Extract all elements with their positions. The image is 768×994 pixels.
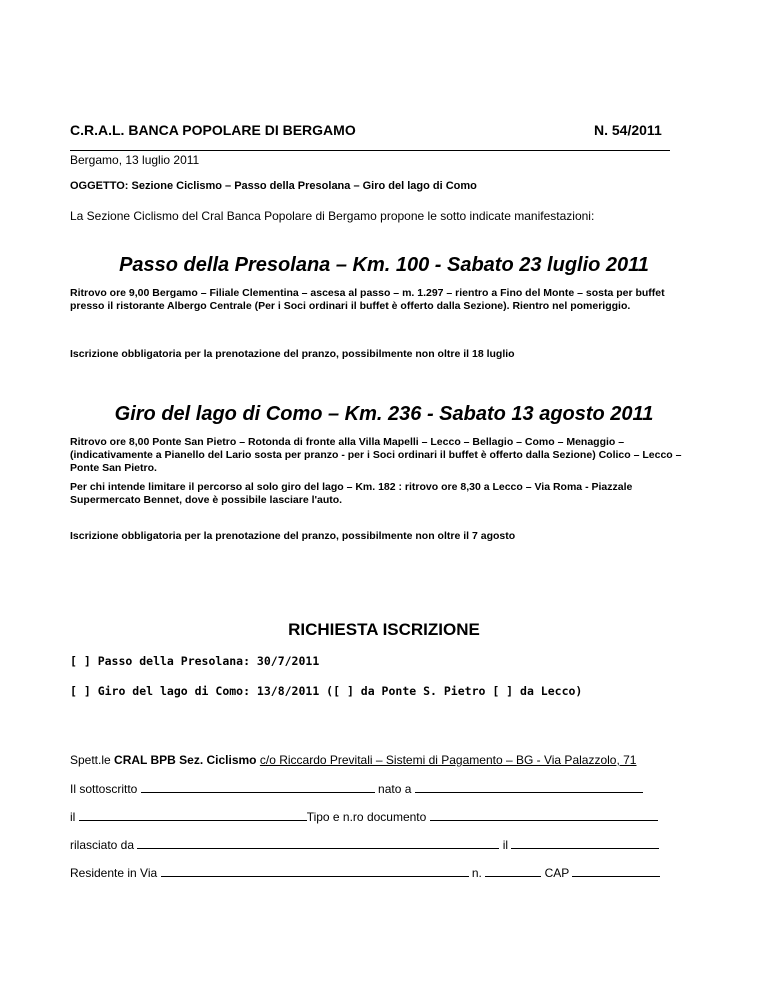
recipient-address: c/o Riccardo Previtali – Sistemi di Pagamento – BG - Via Palazzolo, 71 xyxy=(259,753,637,767)
residence-line xyxy=(70,865,682,880)
circular-number: N. 54/2011 xyxy=(594,122,662,138)
request-title: RICHIESTA ISCRIZIONE xyxy=(288,620,480,639)
recipient-name: CRAL BPB Sez. Ciclismo xyxy=(114,753,257,767)
birthdate-line xyxy=(70,809,682,824)
recipient-line xyxy=(70,753,682,767)
event-description-presolana: Ritrovo ore 9,00 Bergamo – Filiale Clementina – ascesa al passo – m. 1.297 – rientro a Fino del Monte – sosta per buffet presso il ristorante Albergo Centrale (Per i Soci ordinari il buffet è offerto dalla Sezione). Rientro nel pomeriggio. xyxy=(70,287,665,312)
header-divider xyxy=(70,150,670,151)
on-label: il xyxy=(70,810,76,824)
intro-text: La Sezione Ciclismo del Cral Banca Popolare di Bergamo propone le sotto indicate manifestazioni: xyxy=(70,209,595,223)
option-como-checkbox[interactable]: [ ] Giro del lago di Como: 13/8/2011 ([ ] da Ponte S. Pietro [ ] da Lecco) xyxy=(70,684,583,698)
cap-label: CAP xyxy=(544,866,570,880)
issued-on-label: il xyxy=(502,838,509,852)
option-presolana-checkbox[interactable]: [ ] Passo della Presolana: 30/7/2011 xyxy=(70,654,320,668)
event-title-como: Giro del lago di Como – Km. 236 - Sabato 13 agosto 2011 xyxy=(114,403,654,425)
street-field[interactable] xyxy=(161,865,469,877)
recipient-prefix: Spett.le xyxy=(70,753,115,767)
signer-name-field[interactable] xyxy=(141,781,375,793)
document-date: Bergamo, 13 luglio 2011 xyxy=(70,153,200,167)
issued-label: rilasciato da xyxy=(70,838,135,852)
event-title-presolana: Passo della Presolana – Km. 100 - Sabato 23 luglio 2011 xyxy=(119,254,649,276)
signer-line xyxy=(70,781,682,796)
born-label: nato a xyxy=(378,782,412,796)
document-number-field[interactable] xyxy=(430,809,658,821)
signer-label: Il sottoscritto xyxy=(70,782,138,796)
event-note-presolana: Iscrizione obbligatoria per la prenotazione del pranzo, possibilmente non oltre il 18 luglio xyxy=(70,348,515,360)
document-type-label: Tipo e n.ro documento xyxy=(306,810,427,824)
birthdate-field[interactable] xyxy=(79,809,307,821)
document-subject: OGGETTO: Sezione Ciclismo – Passo della Presolana – Giro del lago di Como xyxy=(70,180,477,192)
event-extra-como: Per chi intende limitare il percorso al solo giro del lago – Km. 182 : ritrovo ore 8,30 a Lecco – Via Roma - Piazzale Supermercato Bennet, dove è possibile lasciare l'auto. xyxy=(70,481,633,506)
residence-label: Residente in Via xyxy=(70,866,158,880)
organization-name: C.R.A.L. BANCA POPOLARE DI BERGAMO xyxy=(70,122,356,138)
event-note-como: Iscrizione obbligatoria per la prenotazione del pranzo, possibilmente non oltre il 7 agosto xyxy=(70,530,516,542)
issued-by-field[interactable] xyxy=(137,837,499,849)
house-number-field[interactable] xyxy=(485,865,541,877)
issued-line xyxy=(70,837,682,852)
event-description-como: Ritrovo ore 8,00 Ponte San Pietro – Rotonda di fronte alla Villa Mapelli – Lecco – Bellagio – Como – Menaggio – (indicativamente a Pianello del Lario sosta per pranzo - per i Soci ordinari il buffet è offerto dalla Sezione) Colico – Lecco – Ponte San Pietro. xyxy=(70,436,682,474)
issue-date-field[interactable] xyxy=(511,837,659,849)
cap-field[interactable] xyxy=(572,865,660,877)
house-number-label: n. xyxy=(471,866,482,880)
birthplace-field[interactable] xyxy=(415,781,643,793)
